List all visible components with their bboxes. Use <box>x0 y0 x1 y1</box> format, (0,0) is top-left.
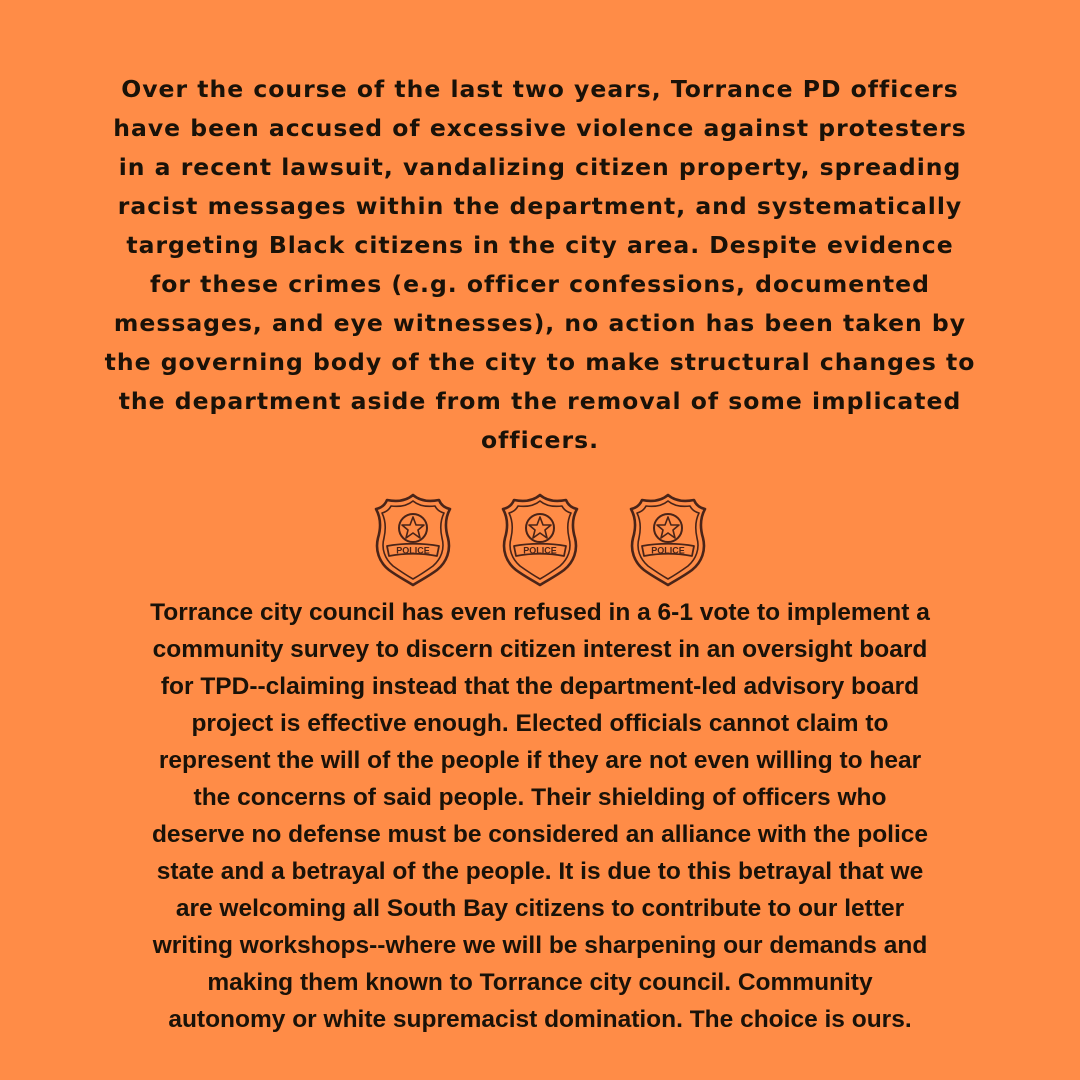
police-badge-icon <box>628 492 708 588</box>
second-paragraph: Torrance city council has even refused in a 6-1 vote to implement a community survey to discern citizen interest in an oversight board for TPD--claiming instead that the department-led advisory board project is effective enough. Elected officials cannot claim to represent the will of the people if they are not even willing to hear the concerns of said people. Their shielding of officers who deserve no defense must be considered an alliance with the police state and a betrayal of the people. It is due to this betrayal that we are welcoming all South Bay citizens to contribute to our letter writing workshops--where we will be sharpening our demands and making them known to Torrance city council. Community autonomy or white supremacist domination. The choice is ours. <box>150 599 930 1033</box>
badge-label: POLICE <box>396 545 430 556</box>
badge-label: POLICE <box>523 545 557 556</box>
police-badge-icon <box>373 492 453 588</box>
police-badge-icon <box>500 492 580 588</box>
badge-label: POLICE <box>651 545 685 556</box>
first-paragraph: Over the course of the last two years, Torrance PD officers have been accused of excessive violence against protesters in a recent lawsuit, vandalizing citizen property, spreading racist messages within the department, and systematically targeting Black citizens in the city area. Despite evidence for these crimes (e.g. officer confessions, documented messages, and eye witnesses), no action has been taken by the governing body of the city to make structural changes to the department aside from the removal of some implicated officers. <box>104 75 976 454</box>
badge-row <box>0 492 1080 588</box>
